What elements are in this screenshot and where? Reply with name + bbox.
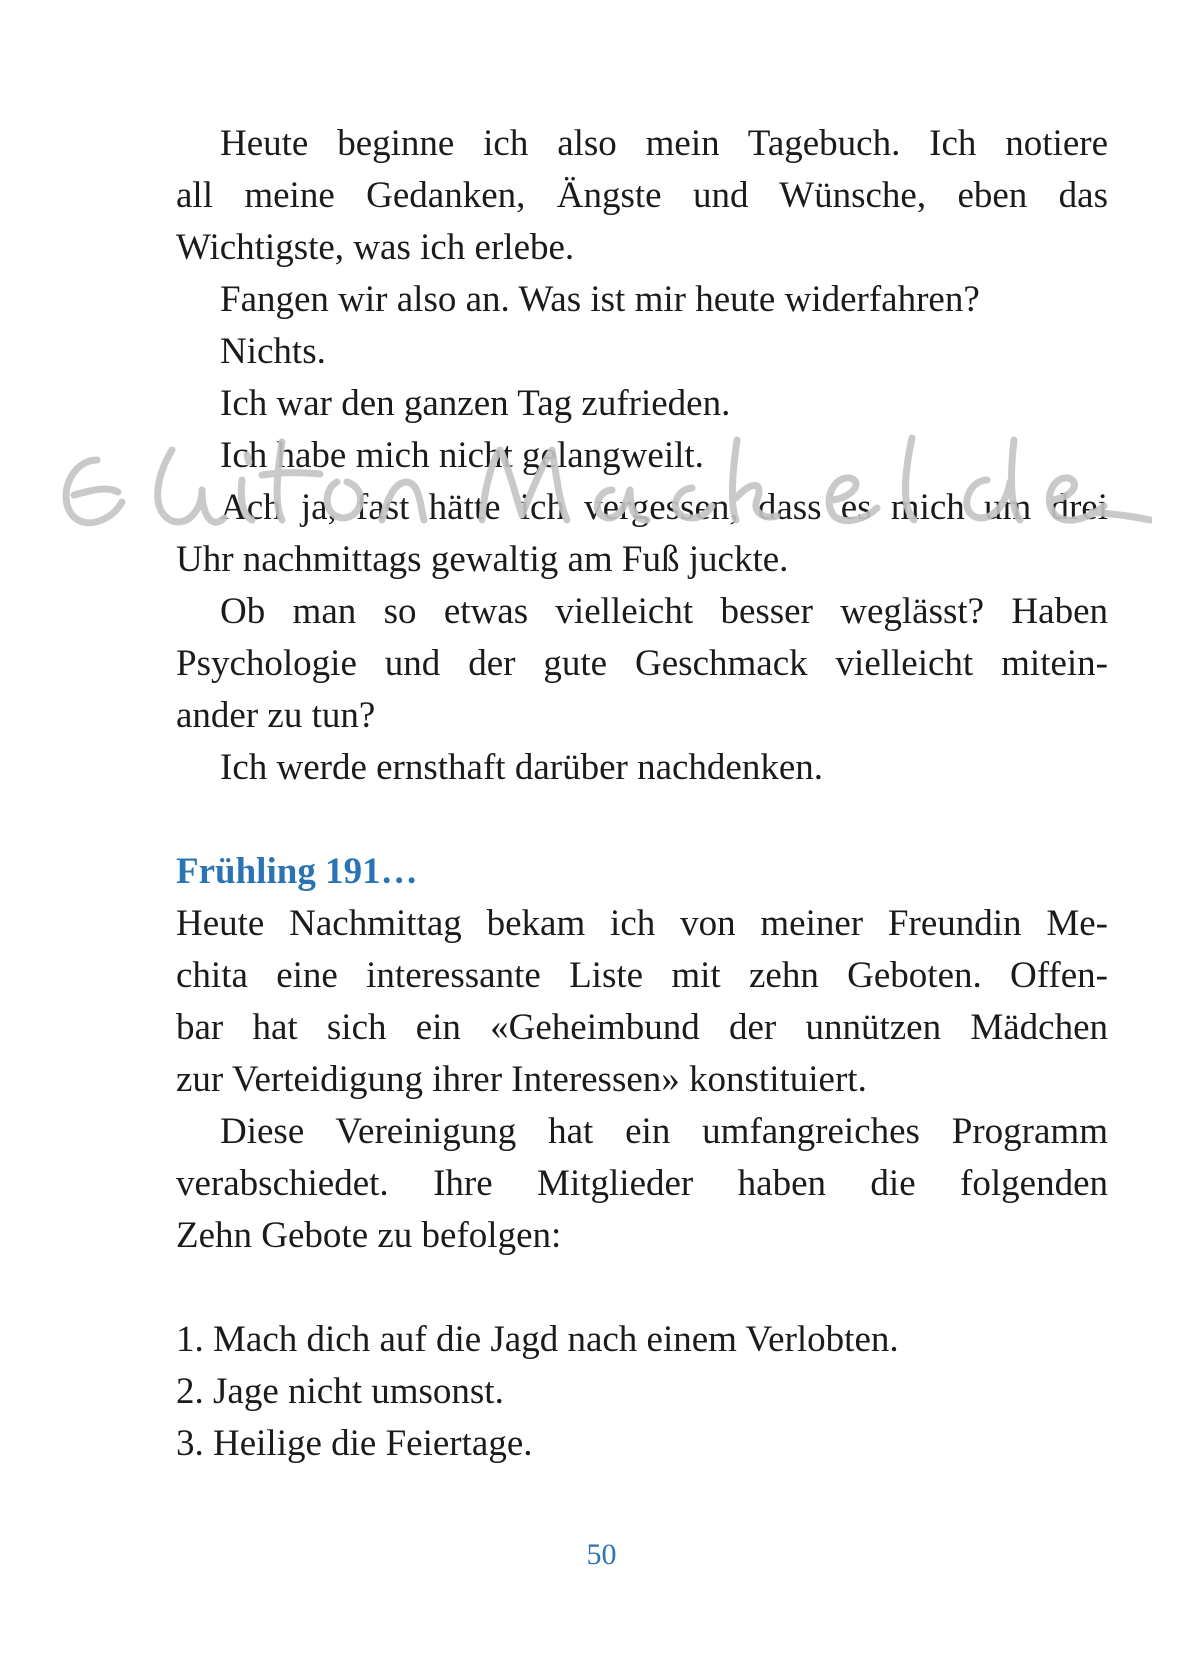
list-item: 3. Heilige die Feiertage.	[176, 1423, 533, 1464]
text-line: Diese Vereinigung hat ein umfangreiches Programm	[220, 1111, 1108, 1152]
spacer	[176, 1262, 1108, 1314]
text-line: Ob man so etwas vielleicht besser weglässt? Haben	[220, 591, 1108, 632]
text-line: Wichtigste, was ich erlebe.	[176, 227, 575, 268]
text-line: Fangen wir also an. Was ist mir heute widerfahren?	[220, 279, 980, 320]
text-line: Ich war den ganzen Tag zufrieden.	[220, 383, 731, 424]
section-heading: Frühling 191…	[176, 851, 418, 892]
text-line: verabschiedet. Ihre Mitglieder haben die folgenden	[176, 1163, 1108, 1204]
section-paragraphs	[176, 898, 1108, 1262]
diary-entry-paragraphs	[176, 118, 1108, 794]
list-item: 2. Jage nicht umsonst.	[176, 1371, 504, 1412]
text-line: Uhr nachmittags gewaltig am Fuß juckte.	[176, 539, 789, 580]
text-line: Zehn Gebote zu befolgen:	[176, 1215, 562, 1256]
text-line: ander zu tun?	[176, 695, 376, 736]
text-line: Heute beginne ich also mein Tagebuch. Ich notiere	[220, 123, 1108, 164]
spacer	[176, 794, 1108, 846]
text-line: all meine Gedanken, Ängste und Wünsche, eben das	[176, 175, 1108, 216]
text-line: Ach ja, fast hätte ich vergessen, dass es mich um drei	[220, 487, 1108, 528]
text-line: Ich werde ernsthaft darüber nachdenken.	[220, 747, 824, 788]
text-line: chita eine interessante Liste mit zehn Geboten. Offen-	[176, 955, 1108, 996]
page-body	[176, 118, 1108, 1470]
commandments-list	[176, 1314, 1108, 1470]
page-number: 50	[586, 1538, 617, 1571]
text-line: Ich habe mich nicht gelangweilt.	[220, 435, 704, 476]
text-line: zur Verteidigung ihrer Interessen» konstituiert.	[176, 1059, 867, 1100]
text-line: Heute Nachmittag bekam ich von meiner Freundin Me-	[176, 903, 1108, 944]
text-line: bar hat sich ein «Geheimbund der unnützen Mädchen	[176, 1007, 1108, 1048]
list-item: 1. Mach dich auf die Jagd nach einem Verlobten.	[176, 1319, 899, 1360]
text-line: Psychologie und der gute Geschmack vielleicht mitein-	[176, 643, 1108, 684]
text-line: Nichts.	[220, 331, 326, 372]
